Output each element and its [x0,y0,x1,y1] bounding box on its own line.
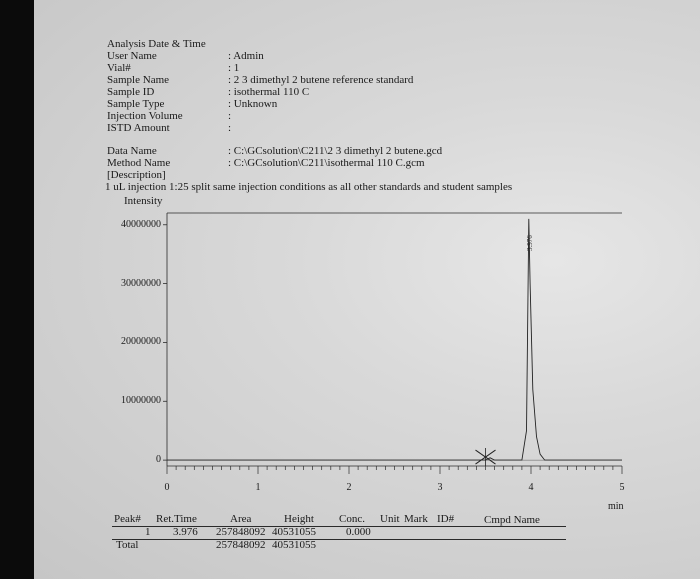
y-axis-label: Intensity [124,195,163,207]
y-tick-label: 40000000 [121,218,161,230]
y-tick-label: 30000000 [121,277,161,289]
field-value-sample-type: : Unknown [228,98,278,110]
total-height: 40531055 [272,539,316,551]
field-value-vial: : 1 [228,62,240,74]
y-tick-label: 0 [156,454,161,466]
col-mark: Mark [404,513,428,525]
plot-trace [167,219,622,466]
x-tick-label: 1 [255,482,261,493]
field-value-method-name: : C:\GCsolution\C211\isothermal 110 C.gcm [228,157,425,169]
total-label: Total [116,539,139,551]
x-tick-label: 3 [437,482,443,493]
field-label-sample-id: Sample ID [107,86,155,98]
col-height: Height [284,513,314,525]
row-ret-time: 3.976 [173,526,198,538]
field-value-sample-id: : isothermal 110 C [228,86,310,98]
col-id: ID# [437,513,455,525]
col-ret-time: Ret.Time [156,513,197,525]
plot-frame [167,213,622,466]
field-label-method-name: Method Name [107,157,171,169]
y-tick-label: 20000000 [121,336,161,348]
x-tick-label: 2 [346,482,352,493]
field-label-sample-name: Sample Name [107,74,170,86]
field-value-istd-amount: : [228,122,232,134]
col-unit: Unit [380,513,400,525]
field-label-vial: Vial# [107,62,131,74]
peak-annotation: 3.976 [525,235,534,251]
field-label-injection-volume: Injection Volume [107,110,183,122]
field-label-user-name: User Name [107,50,157,62]
field-label-data-name: Data Name [107,145,157,157]
table-total-rule [112,539,566,540]
row-peak: 1 [145,526,151,538]
field-label-sample-type: Sample Type [107,98,165,110]
field-value-user-name: : Admin [228,50,264,62]
y-tick-label: 10000000 [121,395,161,407]
plot-ticks [163,225,622,474]
field-value-injection-volume: : [228,110,232,122]
description-label: [Description] [107,169,166,181]
total-area: 257848092 [216,539,266,551]
x-tick-label: 0 [164,482,170,493]
x-axis-unit-label: min [608,501,624,512]
field-value-sample-name: : 2 3 dimethyl 2 butene reference standard [228,74,414,86]
description-text: 1 uL injection 1:25 split same injection conditions as all other standards and student samples [105,181,513,193]
field-label-istd-amount: ISTD Amount [107,122,170,134]
chromatogram-line [167,219,622,460]
col-conc: Conc. [339,513,365,525]
col-area: Area [230,513,252,525]
x-tick-label: 5 [619,482,625,493]
row-height: 40531055 [272,526,316,538]
field-value-data-name: : C:\GCsolution\C211\2 3 dimethyl 2 butene.gcd [228,145,443,157]
x-tick-label: 4 [528,482,534,493]
analysis-date-label: Analysis Date & Time [107,38,206,50]
col-peak: Peak# [114,513,141,525]
row-area: 257848092 [216,526,266,538]
row-conc: 0.000 [346,526,371,538]
col-cmpd-name: Cmpd Name [484,514,540,526]
